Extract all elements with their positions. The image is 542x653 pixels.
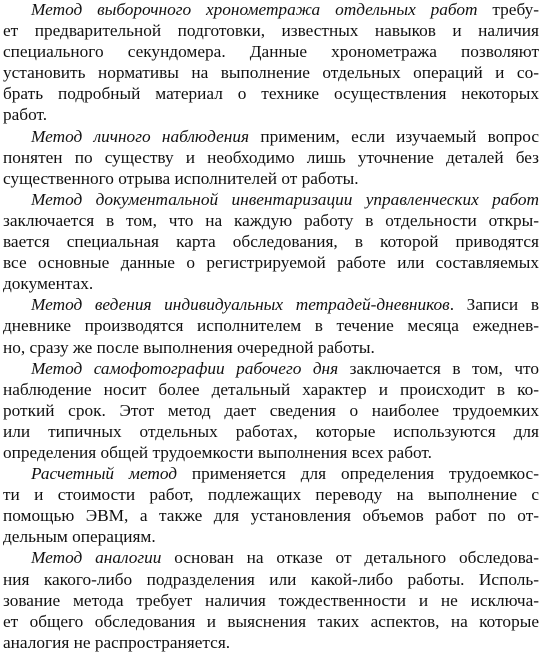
paragraph-observation-method: [3, 126, 539, 189]
paragraph-line: брать подробный материал о технике осуществления некоторых: [3, 84, 539, 104]
paragraph-line: установить нормативы на выполнение отдельных операций и со-: [3, 63, 539, 83]
paragraph-line: ти и стоимости работ, подлежащих переводу на выполнение с: [3, 485, 539, 505]
line-text: применяется для определения трудоемкос-: [177, 464, 539, 484]
paragraph-line: [3, 126, 539, 147]
line-text: требу-: [477, 0, 539, 19]
line-text: заключается в том, что: [338, 358, 539, 378]
paragraph-line: существенного отрыва исполнителей от работы.: [3, 168, 359, 188]
paragraph-line: дневнике производятся исполнителем в течение месяца ежеднев-: [3, 316, 539, 336]
line-text: основан на отказе от детального обследова-: [161, 548, 539, 568]
paragraph-line: [3, 0, 539, 20]
paragraph-line: специального секундомера. Данные хронометража позволяют: [3, 42, 539, 62]
paragraph-line: [3, 463, 539, 484]
paragraph-calculation-method: [3, 463, 539, 547]
paragraph-analogy-method: [3, 547, 539, 652]
paragraph-line: [3, 189, 539, 210]
paragraph-line: [3, 358, 539, 379]
paragraph-line: определения общей трудоемкости выполнения всех работ.: [3, 442, 433, 462]
method-term: Метод ведения индивидуальных тетрадей-дневников: [31, 295, 450, 315]
paragraph-line: [3, 294, 539, 315]
paragraph-inventory-method: [3, 189, 539, 294]
paragraph-line: вается специальная карта обследования, в которой приводятся: [3, 232, 539, 252]
method-term: Метод личного наблюдения: [31, 126, 249, 146]
paragraph-line: зование метода требует наличия тождественности и не исключа-: [3, 590, 539, 610]
document-page: [3, 0, 539, 653]
paragraph-line: но, сразу же после выполнения очередной работы.: [3, 337, 375, 357]
paragraph-line: понятен по существу и необходимо лишь уточнение деталей без: [3, 147, 539, 167]
method-term: Метод самофотографии рабочего дня: [31, 358, 339, 378]
paragraph-self-photo-method: [3, 358, 539, 463]
paragraph-line: работ.: [3, 105, 48, 125]
paragraph-line: помощью ЭВМ, а также для установления объемов работ по от-: [3, 506, 539, 526]
paragraph-line: аналогия не распространяется.: [3, 632, 231, 652]
method-term: Метод выборочного хронометража отдельных работ: [31, 0, 478, 19]
method-term: Метод аналогии: [31, 548, 162, 568]
line-text: . Записи в: [449, 295, 539, 315]
paragraph-line: или типичных отдельных работах, которые используются для: [3, 421, 539, 441]
paragraph-line: наблюдение носит более детальный характер и происходит в ко-: [3, 379, 539, 399]
line-text: применим, если изучаемый вопрос: [249, 126, 539, 146]
paragraph-line: все основные данные о регистрируемой работе или составляемых: [3, 253, 539, 273]
paragraph-line: документах.: [3, 274, 94, 294]
method-term: Расчетный метод: [31, 464, 178, 484]
method-term: Метод документальной инвентаризации управленческих работ: [31, 189, 539, 209]
paragraph-line: [3, 547, 539, 568]
paragraph-line: заключается в том, что на каждую работу в отдельности откры-: [3, 210, 539, 230]
paragraph-timing-method: [3, 0, 539, 126]
paragraph-line: роткий срок. Этот метод дает сведения о наиболее трудоемких: [3, 400, 539, 420]
paragraph-line: ет предварительной подготовки, известных навыков и наличия: [3, 21, 539, 41]
paragraph-line: дельным операциям.: [3, 527, 156, 547]
paragraph-diary-method: [3, 294, 539, 357]
paragraph-line: ет общего обследования и выяснения таких аспектов, на которые: [3, 611, 539, 631]
paragraph-line: ния какого-либо подразделения или какой-либо работы. Исполь-: [3, 569, 539, 589]
